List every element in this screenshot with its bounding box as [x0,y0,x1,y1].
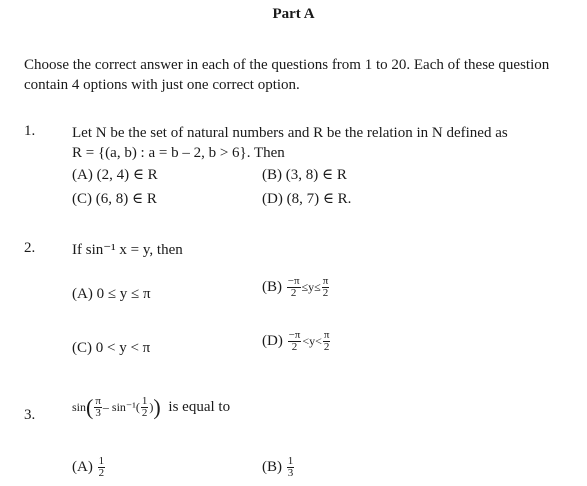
left-paren: ( [86,394,94,420]
option-d-label: (D) [262,332,283,349]
fraction [287,456,295,479]
question-2-option-a[interactable]: (A) 0 ≤ y ≤ π [72,286,151,302]
inequality: ≤y≤ [301,279,321,294]
question-1-line-2: R = {(a, b) : a = b – 2, b > 6}. Then [72,145,285,161]
question-1-number: 1. [24,123,36,139]
question-1-text [72,123,508,163]
numerator: 1 [287,455,294,467]
numerator: −π [287,275,300,287]
option-b-label: (B) [262,278,282,295]
question-2-text: If sin⁻¹ x = y, then [72,242,183,258]
question-1-option-a[interactable]: (A) (2, 4) ∈ R [72,167,158,183]
inner-left-paren: ( [135,399,140,414]
question-3-number: 3. [24,407,36,423]
denominator: 3 [95,407,101,419]
denominator: 2 [322,287,329,299]
question-3-text [72,396,230,419]
question-1-option-d[interactable]: (D) (8, 7) ∈ R. [262,191,352,207]
page-title: Part A [272,6,315,22]
question-3-tail: is equal to [168,398,231,415]
question-1-option-b[interactable]: (B) (3, 8) ∈ R [262,167,347,183]
question-2-option-b[interactable] [262,276,330,299]
denominator: 2 [98,467,105,479]
numerator: π [95,395,101,407]
fraction-one-half [141,396,149,419]
inequality: <y< [302,333,322,348]
numerator: 1 [141,395,148,407]
option-b-label: (B) [262,458,282,475]
question-1-line-1: Let N be the set of natural numbers and R be the relation in N defined as [72,125,508,141]
numerator: 1 [98,455,105,467]
right-paren: ) [153,394,161,420]
instructions-line-1: Choose the correct answer in each of the questions from 1 to 20. Each of these question [24,57,550,73]
numerator: π [323,329,330,341]
fraction-pi-over-3 [94,396,102,419]
fraction [287,276,301,299]
question-2-option-d[interactable] [262,330,331,353]
option-a-label: (A) [72,458,93,475]
fraction [98,456,106,479]
minus-arcsin: – sin⁻¹ [102,399,136,414]
denominator: 2 [323,341,330,353]
instructions-line-2: contain 4 options with just one correct option. [24,77,300,93]
instructions [24,55,549,95]
question-3-option-b[interactable] [262,456,295,479]
denominator: 2 [291,341,298,353]
question-3-option-a[interactable] [72,456,106,479]
inner-right-paren: ) [149,399,154,414]
fraction [288,330,302,353]
question-1-option-c[interactable]: (C) (6, 8) ∈ R [72,191,157,207]
question-2-number: 2. [24,240,36,256]
numerator: −π [288,329,301,341]
denominator: 3 [287,467,294,479]
question-2-option-c[interactable]: (C) 0 < y < π [72,340,151,356]
numerator: π [322,275,329,287]
sin-function: sin [72,399,87,414]
denominator: 2 [141,407,148,419]
denominator: 2 [290,287,297,299]
fraction [322,276,330,299]
fraction [323,330,331,353]
